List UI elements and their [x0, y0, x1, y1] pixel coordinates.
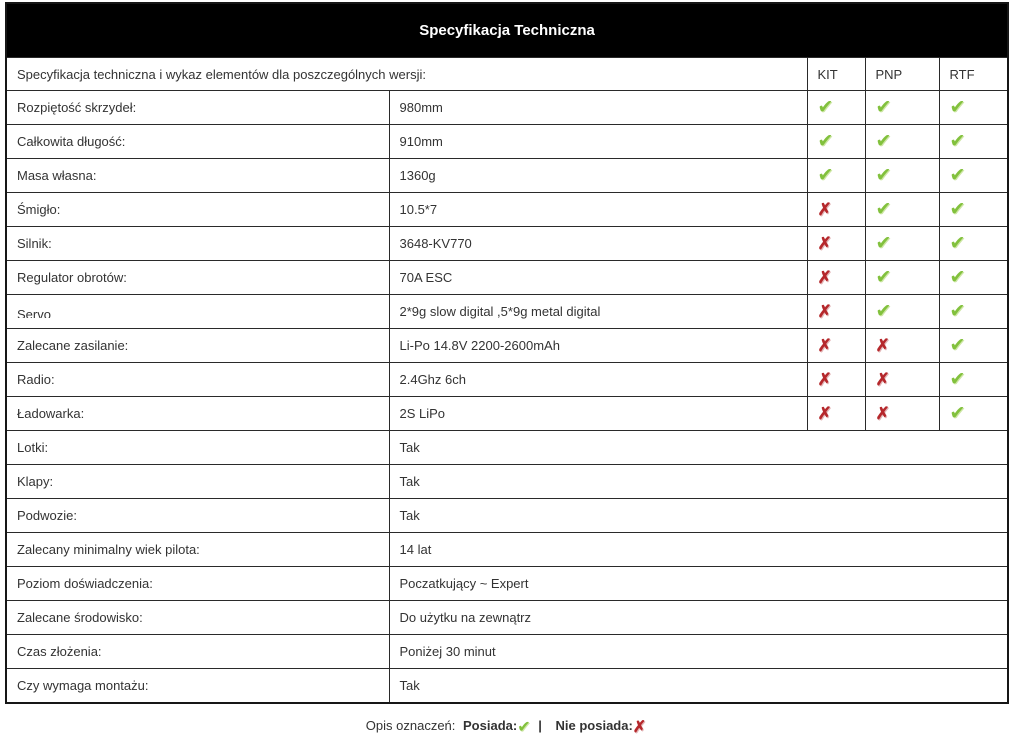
- table-row: [6, 261, 1008, 295]
- mark-cell-rtf: [939, 125, 1008, 159]
- spec-label: Servo: [17, 307, 51, 319]
- spec-value: Tak: [389, 465, 1008, 499]
- check-icon: ✔: [949, 369, 966, 390]
- table-header-row: [6, 58, 1008, 91]
- spec-value: Tak: [389, 499, 1008, 533]
- spec-label-cell: [6, 533, 389, 567]
- legend-prefix: Opis oznaczeń:: [365, 718, 456, 733]
- column-header-rtf: RTF: [939, 58, 1008, 91]
- spec-label-cell: [6, 499, 389, 533]
- check-icon: ✔: [875, 97, 892, 118]
- column-header-kit: KIT: [807, 58, 865, 91]
- table-row: [6, 295, 1008, 329]
- table-row: [6, 227, 1008, 261]
- table-row: [6, 669, 1008, 704]
- mark-cell-kit: [807, 227, 865, 261]
- spec-value: Poniżej 30 minut: [389, 635, 1008, 669]
- check-icon: ✔: [875, 301, 892, 322]
- check-icon: ✔: [949, 233, 966, 254]
- spec-value: Tak: [389, 669, 1008, 704]
- check-icon: ✔: [875, 267, 892, 288]
- title-bar: [6, 3, 1008, 58]
- check-icon: ✔: [949, 267, 966, 288]
- page-title: Specyfikacja Techniczna: [6, 3, 1008, 58]
- mark-cell-pnp: [865, 125, 939, 159]
- check-icon: ✔: [875, 165, 892, 186]
- spec-label: Czy wymaga montażu:: [17, 678, 149, 693]
- table-row: [6, 363, 1008, 397]
- cross-icon: ✗: [817, 200, 832, 219]
- mark-cell-pnp: [865, 159, 939, 193]
- spec-label-cell: [6, 363, 389, 397]
- spec-label-cell: [6, 567, 389, 601]
- check-icon: ✔: [949, 165, 966, 186]
- mark-cell-pnp: [865, 193, 939, 227]
- mark-cell-kit: [807, 329, 865, 363]
- mark-cell-rtf: [939, 261, 1008, 295]
- mark-cell-pnp: [865, 227, 939, 261]
- spec-label-cell: [6, 227, 389, 261]
- check-icon: ✔: [949, 403, 966, 424]
- spec-label-cell: [6, 601, 389, 635]
- mark-cell-kit: [807, 125, 865, 159]
- legend-not-has-label: Nie posiada:: [555, 718, 633, 733]
- spec-label-cell: [6, 125, 389, 159]
- legend-has-label: Posiada:: [463, 718, 518, 733]
- mark-cell-pnp: [865, 91, 939, 125]
- spec-label: Masa własna:: [17, 168, 97, 183]
- spec-value: 10.5*7: [389, 193, 807, 227]
- spec-label: Radio:: [17, 372, 55, 387]
- spec-value: 980mm: [389, 91, 807, 125]
- spec-value: 3648-KV770: [389, 227, 807, 261]
- legend-separator: |: [538, 718, 542, 733]
- mark-cell-rtf: [939, 363, 1008, 397]
- check-icon: ✔: [517, 719, 531, 736]
- check-icon: ✔: [817, 165, 834, 186]
- mark-cell-kit: [807, 193, 865, 227]
- spec-label-cell: [6, 397, 389, 431]
- mark-cell-pnp: [865, 397, 939, 431]
- mark-cell-rtf: [939, 159, 1008, 193]
- mark-cell-rtf: [939, 397, 1008, 431]
- mark-cell-kit: [807, 159, 865, 193]
- spec-label: Zalecane zasilanie:: [17, 338, 129, 353]
- spec-label-cell: [6, 261, 389, 295]
- check-icon: ✔: [875, 233, 892, 254]
- table-row: [6, 431, 1008, 465]
- spec-label-cell: [6, 635, 389, 669]
- spec-label: Całkowita długość:: [17, 134, 126, 149]
- spec-value: Tak: [389, 431, 1008, 465]
- mark-cell-kit: [807, 363, 865, 397]
- cross-icon: ✗: [817, 234, 832, 253]
- spec-label: Silnik:: [17, 236, 52, 251]
- mark-cell-rtf: [939, 329, 1008, 363]
- spec-value: 1360g: [389, 159, 807, 193]
- cross-icon: ✗: [817, 370, 832, 389]
- spec-table: [5, 2, 1009, 704]
- mark-cell-pnp: [865, 261, 939, 295]
- cross-icon: ✗: [875, 404, 890, 423]
- spec-label: Ładowarka:: [17, 406, 85, 421]
- spec-label: Zalecane środowisko:: [17, 610, 143, 625]
- table-subtitle: Specyfikacja techniczna i wykaz elementów dla poszczególnych wersji:: [6, 58, 807, 91]
- spec-value: 14 lat: [389, 533, 1008, 567]
- spec-label-cell: [6, 91, 389, 125]
- table-row: [6, 125, 1008, 159]
- spec-label: Lotki:: [17, 440, 49, 455]
- mark-cell-kit: [807, 91, 865, 125]
- spec-value: 910mm: [389, 125, 807, 159]
- cross-icon: ✗: [817, 404, 832, 423]
- table-row: [6, 329, 1008, 363]
- mark-cell-kit: [807, 261, 865, 295]
- cross-icon: ✗: [632, 719, 647, 736]
- mark-cell-pnp: [865, 295, 939, 329]
- check-icon: ✔: [875, 131, 892, 152]
- spec-value: Li-Po 14.8V 2200-2600mAh: [389, 329, 807, 363]
- check-icon: ✔: [949, 335, 966, 356]
- spec-label: Śmigło:: [17, 202, 61, 217]
- check-icon: ✔: [817, 97, 834, 118]
- spec-label: Rozpiętość skrzydeł:: [17, 100, 137, 115]
- mark-cell-kit: [807, 397, 865, 431]
- spec-label-cell: [6, 465, 389, 499]
- check-icon: ✔: [817, 131, 834, 152]
- table-row: [6, 193, 1008, 227]
- spec-value: Poczatkujący ~ Expert: [389, 567, 1008, 601]
- column-header-pnp: PNP: [865, 58, 939, 91]
- mark-cell-kit: [807, 295, 865, 329]
- cross-icon: ✗: [875, 336, 890, 355]
- spec-label: Zalecany minimalny wiek pilota:: [17, 542, 200, 557]
- mark-cell-rtf: [939, 193, 1008, 227]
- check-icon: ✔: [949, 301, 966, 322]
- table-row: [6, 91, 1008, 125]
- table-row: [6, 635, 1008, 669]
- table-row: [6, 499, 1008, 533]
- spec-label: Klapy:: [17, 474, 54, 489]
- table-row: [6, 397, 1008, 431]
- spec-label-cell: [6, 193, 389, 227]
- spec-label-cell: [6, 159, 389, 193]
- mark-cell-rtf: [939, 295, 1008, 329]
- cross-icon: ✗: [817, 268, 832, 287]
- mark-cell-pnp: [865, 329, 939, 363]
- spec-label-cell: [6, 669, 389, 704]
- cross-icon: ✗: [817, 302, 832, 321]
- spec-value: 2*9g slow digital ,5*9g metal digital: [389, 295, 807, 329]
- check-icon: ✔: [949, 97, 966, 118]
- check-icon: ✔: [875, 199, 892, 220]
- spec-value: 2S LiPo: [389, 397, 807, 431]
- cross-icon: ✗: [817, 336, 832, 355]
- table-row: [6, 159, 1008, 193]
- check-icon: ✔: [949, 131, 966, 152]
- spec-label: Regulator obrotów:: [17, 270, 127, 285]
- spec-label: Podwozie:: [17, 508, 77, 523]
- table-row: [6, 465, 1008, 499]
- cross-icon: ✗: [875, 370, 890, 389]
- table-row: [6, 601, 1008, 635]
- spec-label: Poziom doświadczenia:: [17, 576, 153, 591]
- spec-label: Czas złożenia:: [17, 644, 102, 659]
- mark-cell-pnp: [865, 363, 939, 397]
- mark-cell-rtf: [939, 91, 1008, 125]
- spec-label-cell: [6, 431, 389, 465]
- spec-value: Do użytku na zewnątrz: [389, 601, 1008, 635]
- spec-label-cell: [6, 295, 389, 329]
- legend: [5, 718, 1007, 736]
- table-row: [6, 533, 1008, 567]
- table-row: [6, 567, 1008, 601]
- spec-value: 70A ESC: [389, 261, 807, 295]
- mark-cell-rtf: [939, 227, 1008, 261]
- spec-label-cell: [6, 329, 389, 363]
- spec-value: 2.4Ghz 6ch: [389, 363, 807, 397]
- check-icon: ✔: [949, 199, 966, 220]
